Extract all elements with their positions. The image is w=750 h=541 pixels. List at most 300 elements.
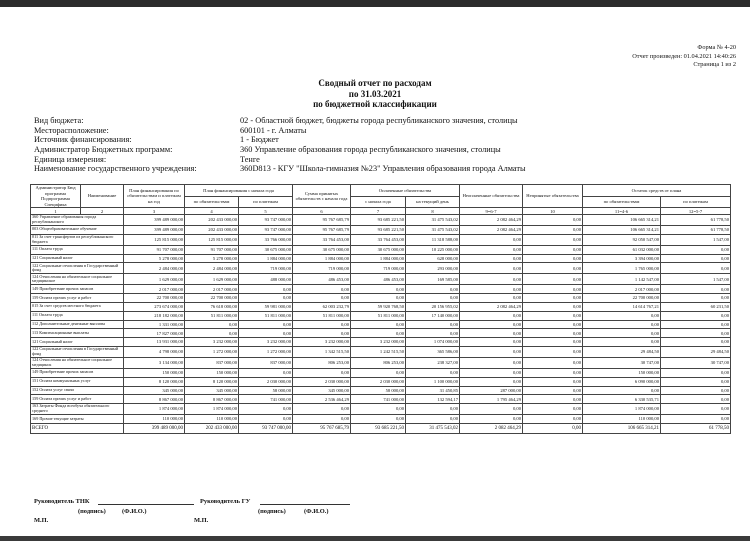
row-name: Социальные отчисления в Государственный фонд <box>32 262 119 273</box>
scan-top-edge <box>0 0 750 7</box>
cell-c5: 30 675 000,00 <box>239 245 293 254</box>
cell-c5: 33 766 000,00 <box>239 234 293 245</box>
cell-c11: 3 394 000,00 <box>583 254 661 263</box>
row-name: Отчисления на обязательное социальное медицинск <box>32 357 112 367</box>
cell-c9: 0,00 <box>460 415 523 424</box>
row-code: 169 <box>32 415 39 421</box>
cell-c9: 0,00 <box>460 245 523 254</box>
cell-c7: 741 000,00 <box>351 395 406 404</box>
cell-c12: 0,00 <box>661 254 731 263</box>
row-label <box>31 346 124 357</box>
row-name: Социальные отчисления в Государственный фонд <box>32 346 119 356</box>
table-row <box>31 368 731 377</box>
table-row <box>31 245 731 254</box>
row-name: Оплата прочих услуг и работ <box>39 294 92 300</box>
cell-c8: 31 475 543,02 <box>406 215 460 226</box>
scan-bottom-edge <box>0 536 750 541</box>
row-name: Дополнительные денежные выплаты <box>39 321 106 327</box>
cell-c5: 58 000,00 <box>239 386 293 395</box>
cell-c11: 61 032 000,00 <box>583 245 661 254</box>
cell-c5: 0,00 <box>239 368 293 377</box>
cell-c9: 0,00 <box>460 254 523 263</box>
cell-c7: 0,00 <box>351 329 406 338</box>
cell-c8: 20 156 955,02 <box>406 302 460 311</box>
head-tnk-label: Руководитель ТНК <box>34 498 90 505</box>
cell-c8: 628 000,00 <box>406 254 460 263</box>
cell-c10: 0,00 <box>523 274 583 285</box>
cell-c7: 0,00 <box>351 415 406 424</box>
table-row <box>31 274 731 285</box>
cell-c10: 0,00 <box>523 225 583 234</box>
col-paid-today: на текущий день <box>406 196 460 208</box>
cell-c4: 1 629 000,00 <box>185 274 239 285</box>
cell-c7: 51 811 000,00 <box>351 311 406 320</box>
cell-c4: 125 815 000,00 <box>185 234 239 245</box>
col-plan-oblig: по обязательствам <box>185 196 239 208</box>
row-code: 122 <box>32 262 39 268</box>
tnk-sign-caption: (подпись) <box>78 508 106 515</box>
table-row <box>31 377 731 386</box>
cell-c10: 0,00 <box>523 263 583 274</box>
gu-fio-caption: (Ф.И.О.) <box>304 508 329 515</box>
cell-c10: 0,00 <box>523 346 583 357</box>
row-code: 121 <box>32 255 39 261</box>
cell-c3: 1 874 000,00 <box>124 404 185 415</box>
cell-c8: 169 585,00 <box>406 274 460 285</box>
cell-c7: 0,00 <box>351 368 406 377</box>
cell-c9: 0,00 <box>460 377 523 386</box>
meta-value: 600101 - г. Алматы <box>240 125 307 135</box>
row-label <box>31 274 124 285</box>
cell-c12: 1 547,00 <box>661 274 731 285</box>
cell-c12: 0,00 <box>661 329 731 338</box>
cell-c9: 0,00 <box>460 274 523 285</box>
cell-c4: 0,00 <box>185 329 239 338</box>
cell-c6: 1 884 000,00 <box>293 254 351 263</box>
cell-c9: 0,00 <box>460 294 523 303</box>
cell-c6: 0,00 <box>293 415 351 424</box>
cell-c3: 1 331 000,00 <box>124 320 185 329</box>
cell-c11: 2 017 000,00 <box>583 285 661 294</box>
cell-c11: 106 665 314,21 <box>583 215 661 226</box>
meta-label: Единица измерения: <box>34 154 107 164</box>
cell-c12: 0,00 <box>661 386 731 395</box>
cell-c9: 0,00 <box>460 263 523 274</box>
row-label <box>31 285 124 294</box>
cell-c5: 93 747 000,00 <box>239 225 293 234</box>
cell-c6: 2 030 000,00 <box>293 377 351 386</box>
cell-c6: 2 536 464,29 <box>293 395 351 404</box>
cell-c4: 91 707 000,00 <box>185 245 239 254</box>
row-label <box>31 404 124 415</box>
row-code: 112 <box>32 321 39 327</box>
cell-c10: 0,00 <box>523 404 583 415</box>
cell-c7: 3 232 000,00 <box>351 338 406 347</box>
cell-c7: 30 675 000,00 <box>351 245 406 254</box>
cell-c9: 2 082 464,29 <box>460 302 523 311</box>
cell-c8: 1 100 000,00 <box>406 377 460 386</box>
cell-c7: 93 685 221,50 <box>351 225 406 234</box>
column-index-cell: 11=4-6 <box>583 208 661 215</box>
cell-c3: 91 707 000,00 <box>124 245 185 254</box>
total-c11: 106 665 314,21 <box>583 423 661 433</box>
cell-c8: 0,00 <box>406 329 460 338</box>
row-name: Оплата услуг связи <box>39 387 74 393</box>
cell-c7: 0,00 <box>351 320 406 329</box>
row-label <box>31 302 124 311</box>
cell-c3: 218 182 000,00 <box>124 311 185 320</box>
cell-c6: 0,00 <box>293 320 351 329</box>
title-line-1: Сводный отчет по расходам <box>318 78 432 88</box>
cell-c10: 0,00 <box>523 302 583 311</box>
meta-value: Тенге <box>240 154 260 164</box>
row-name: Компенсационные выплаты <box>39 329 89 335</box>
col-plan: План финансирования по обязательствам и платежам на год <box>124 185 185 208</box>
cell-c7: 1 242 515,50 <box>351 346 406 357</box>
cell-c12: 61 778,50 <box>661 215 731 226</box>
table-row <box>31 234 731 245</box>
cell-c11: 1 765 000,00 <box>583 263 661 274</box>
column-index-cell: 5 <box>239 208 293 215</box>
cell-c7: 1 884 000,00 <box>351 254 406 263</box>
cell-c10: 0,00 <box>523 395 583 404</box>
cell-c12: 0,00 <box>661 415 731 424</box>
cell-c9: 0,00 <box>460 320 523 329</box>
cell-c10: 0,00 <box>523 234 583 245</box>
column-index-cell: 12=5-7 <box>661 208 731 215</box>
cell-c5: 0,00 <box>239 320 293 329</box>
cell-c5: 0,00 <box>239 285 293 294</box>
cell-c12: 0,00 <box>661 285 731 294</box>
cell-c5: 488 000,00 <box>239 274 293 285</box>
cell-c4: 202 433 000,00 <box>185 215 239 226</box>
cell-c5: 2 030 000,00 <box>239 377 293 386</box>
cell-c6: 30 675 000,00 <box>293 245 351 254</box>
table-row <box>31 294 731 303</box>
cell-c10: 0,00 <box>523 254 583 263</box>
cell-c12: 61 778,50 <box>661 225 731 234</box>
col-plan-group: План финансирования с начала года <box>185 185 293 197</box>
head-tnk-line <box>98 497 194 505</box>
cell-c6: 345 000,00 <box>293 386 351 395</box>
cell-c12: 0,00 <box>661 263 731 274</box>
cell-c8: 0,00 <box>406 285 460 294</box>
table-row <box>31 263 731 274</box>
cell-c4: 2 017 000,00 <box>185 285 239 294</box>
cell-c10: 0,00 <box>523 338 583 347</box>
cell-c11: 110 000,00 <box>583 415 661 424</box>
meta-label: Источник финансирования: <box>34 135 132 145</box>
form-number: Форма № 4-20 <box>697 44 736 51</box>
cell-c3: 273 674 000,00 <box>124 302 185 311</box>
row-code: 149 <box>32 285 39 291</box>
cell-c11: 0,00 <box>583 311 661 320</box>
cell-c5: 0,00 <box>239 294 293 303</box>
row-name: Затраты Фонда всеобуча обязательного среднего <box>32 403 110 414</box>
head-gu-line <box>260 497 350 505</box>
col-plan-pay: по платежам <box>239 196 293 208</box>
cell-c7: 33 764 453,00 <box>351 234 406 245</box>
cell-c10: 0,00 <box>523 415 583 424</box>
row-name: За счет трансфертов из республиканского бюджета <box>32 234 114 244</box>
cell-c4: 8 120 000,00 <box>185 377 239 386</box>
head-gu-label: Руководитель ГУ <box>200 498 251 505</box>
row-name: Приобретение прочих запасов <box>39 285 94 291</box>
cell-c12: 0,00 <box>661 395 731 404</box>
table-row <box>31 329 731 338</box>
cell-c3: 399 489 000,00 <box>124 215 185 226</box>
cell-c6: 3 232 000,00 <box>293 338 351 347</box>
cell-c9: 0,00 <box>460 338 523 347</box>
table-row <box>31 346 731 357</box>
cell-c12: 0,00 <box>661 338 731 347</box>
cell-c11: 0,00 <box>583 329 661 338</box>
cell-c8: 0,00 <box>406 294 460 303</box>
cell-c8: 238 327,00 <box>406 357 460 368</box>
cell-c9: 2 082 464,29 <box>460 225 523 234</box>
cell-c10: 0,00 <box>523 329 583 338</box>
cell-c11: 29 484,50 <box>583 346 661 357</box>
table-row <box>31 302 731 311</box>
table-row <box>31 311 731 320</box>
cell-c10: 0,00 <box>523 285 583 294</box>
cell-c5: 51 811 000,00 <box>239 311 293 320</box>
column-index-cell: 2 <box>81 208 124 215</box>
cell-c6: 0,00 <box>293 368 351 377</box>
total-row <box>31 423 731 433</box>
column-index-cell: 8 <box>406 208 460 215</box>
row-code: 149 <box>32 369 39 375</box>
total-c4: 202 433 000,00 <box>185 423 239 433</box>
meta-label: Вид бюджета: <box>34 116 84 125</box>
cell-c4: 22 700 000,00 <box>185 294 239 303</box>
cell-c4: 110 000,00 <box>185 415 239 424</box>
cell-c11: 150 000,00 <box>583 368 661 377</box>
cell-c7: 486 453,00 <box>351 274 406 285</box>
cell-c4: 2 484 000,00 <box>185 263 239 274</box>
cell-c11: 0,00 <box>583 320 661 329</box>
cell-c3: 399 489 000,00 <box>124 225 185 234</box>
row-code: 122 <box>32 346 39 352</box>
title-line-3: по бюджетной классификации <box>313 99 437 109</box>
col-rest-pay: по платежам <box>661 196 731 208</box>
row-label <box>31 395 124 404</box>
row-label <box>31 215 124 226</box>
cell-c9: 287 000,00 <box>460 386 523 395</box>
table-row <box>31 395 731 404</box>
cell-c3: 3 134 000,00 <box>124 357 185 368</box>
row-label <box>31 357 124 368</box>
meta-value: 360 Управление образования города республиканского значения, столицы <box>240 145 501 155</box>
total-c12: 61 778,50 <box>661 423 731 433</box>
cell-c6: 0,00 <box>293 329 351 338</box>
total-label: ВСЕГО <box>31 423 124 433</box>
col-rest-group: Остаток средств от плана <box>583 185 731 197</box>
cell-c8: 365 586,00 <box>406 346 460 357</box>
cell-c8: 10 225 000,00 <box>406 245 460 254</box>
cell-c5: 3 232 000,00 <box>239 338 293 347</box>
column-index-cell: 9=6-7 <box>460 208 523 215</box>
cell-c11: 92 050 547,00 <box>583 234 661 245</box>
row-code: 124 <box>32 273 39 279</box>
row-label <box>31 311 124 320</box>
cell-c4: 51 811 000,00 <box>185 311 239 320</box>
cell-c3: 17 827 000,00 <box>124 329 185 338</box>
cell-c8: 293 000,00 <box>406 263 460 274</box>
cell-c10: 0,00 <box>523 311 583 320</box>
row-label <box>31 254 124 263</box>
cell-c9: 0,00 <box>460 368 523 377</box>
meta-label: Месторасположение: <box>34 125 109 135</box>
meta-value: 02 - Областной бюджет, бюджеты города республиканского значения, столицы <box>240 116 518 125</box>
cell-c10: 0,00 <box>523 386 583 395</box>
cell-c11: 30 747,00 <box>583 357 661 368</box>
cell-c9: 0,00 <box>460 329 523 338</box>
cell-c6: 95 767 685,79 <box>293 225 351 234</box>
page-counter: Страница 1 из 2 <box>693 61 736 69</box>
table-body <box>31 215 731 434</box>
table-row <box>31 357 731 368</box>
cell-c11: 1 142 547,00 <box>583 274 661 285</box>
row-code: 015 <box>32 303 39 309</box>
column-index-row <box>31 208 731 215</box>
cell-c5: 837 000,00 <box>239 357 293 368</box>
cell-c7: 93 685 221,50 <box>351 215 406 226</box>
cell-c11: 6 330 535,71 <box>583 395 661 404</box>
row-name: Оплата труда <box>39 312 63 318</box>
col-unaccepted: Непринятые обязательства <box>523 185 583 208</box>
report-title <box>0 78 750 110</box>
cell-c12: 0,00 <box>661 404 731 415</box>
row-code: 159 <box>32 294 39 300</box>
cell-c8: 31 450,85 <box>406 386 460 395</box>
row-label <box>31 245 124 254</box>
row-label <box>31 377 124 386</box>
total-c10: 0,00 <box>523 423 583 433</box>
row-code: 124 <box>32 357 39 363</box>
row-label <box>31 294 124 303</box>
cell-c10: 0,00 <box>523 377 583 386</box>
cell-c11: 0,00 <box>583 338 661 347</box>
cell-c12: 29 484,50 <box>661 346 731 357</box>
row-name: Общеобразовательное обучение <box>39 226 97 232</box>
column-index-cell: 7 <box>351 208 406 215</box>
row-name: Социальный налог <box>39 255 73 261</box>
cell-c8: 0,00 <box>406 404 460 415</box>
printed-timestamp: Отчет произведен: 01.04.2021 14:40:26 <box>632 52 736 60</box>
cell-c8: 0,00 <box>406 368 460 377</box>
cell-c7: 806 253,00 <box>351 357 406 368</box>
row-name: Социальный налог <box>39 338 73 344</box>
cell-c6: 0,00 <box>293 294 351 303</box>
cell-c9: 0,00 <box>460 404 523 415</box>
row-code: 003 <box>32 226 39 232</box>
cell-c11: 22 700 000,00 <box>583 294 661 303</box>
cell-c6: 51 811 000,00 <box>293 311 351 320</box>
column-index-cell: 10 <box>523 208 583 215</box>
row-label <box>31 263 124 274</box>
table-row <box>31 320 731 329</box>
cell-c6: 719 000,00 <box>293 263 351 274</box>
cell-c9: 0,00 <box>460 311 523 320</box>
cell-c6: 806 253,00 <box>293 357 351 368</box>
cell-c12: 60 231,50 <box>661 302 731 311</box>
cell-c8: 0,00 <box>406 320 460 329</box>
cell-c12: 0,00 <box>661 294 731 303</box>
row-label <box>31 320 124 329</box>
cell-c5: 93 747 000,00 <box>239 215 293 226</box>
column-index-cell: 4 <box>185 208 239 215</box>
cell-c3: 2 484 000,00 <box>124 263 185 274</box>
cell-c11: 6 090 000,00 <box>583 377 661 386</box>
row-name: Приобретение прочих запасов <box>39 369 94 375</box>
row-label <box>31 415 124 424</box>
meta-label: Администратор Бюджетных программ: <box>34 145 173 155</box>
title-line-2: по 31.03.2021 <box>348 88 402 99</box>
row-name: За счет средств местного бюджета <box>39 303 101 309</box>
meta-label: Наименование государственного учреждения: <box>34 164 197 174</box>
cell-c4: 5 278 000,00 <box>185 254 239 263</box>
col-unpaid: Неоплаченные обязательства <box>460 185 523 208</box>
cell-c12: 0,00 <box>661 320 731 329</box>
stamp-place-gu: М.П. <box>194 517 209 524</box>
cell-c6: 33 764 453,00 <box>293 234 351 245</box>
cell-c4: 3 232 000,00 <box>185 338 239 347</box>
col-accepted: Сумма принятых обязательств с начала года <box>293 185 351 208</box>
column-index-cell: 1 <box>31 208 81 215</box>
cell-c9: 0,00 <box>460 346 523 357</box>
table-row <box>31 338 731 347</box>
stamp-place-tnk: М.П. <box>34 517 49 524</box>
row-label <box>31 368 124 377</box>
cell-c7: 719 000,00 <box>351 263 406 274</box>
cell-c10: 0,00 <box>523 215 583 226</box>
meta-value: 360D813 - КГУ "Школа-гимназия №23" Управления образования города Алматы <box>240 164 526 174</box>
cell-c7: 58 000,00 <box>351 386 406 395</box>
cell-c3: 110 000,00 <box>124 415 185 424</box>
cell-c7: 0,00 <box>351 285 406 294</box>
col-name: Наименование <box>81 185 124 208</box>
cell-c5: 1 884 000,00 <box>239 254 293 263</box>
table-row <box>31 386 731 395</box>
cell-c10: 0,00 <box>523 245 583 254</box>
cell-c6: 1 342 515,50 <box>293 346 351 357</box>
cell-c11: 1 874 000,00 <box>583 404 661 415</box>
cell-c3: 22 700 000,00 <box>124 294 185 303</box>
cell-c5: 0,00 <box>239 415 293 424</box>
cell-c8: 132 594,17 <box>406 395 460 404</box>
row-name: Прочие текущие затраты <box>39 415 84 421</box>
cell-c7: 0,00 <box>351 404 406 415</box>
row-code: 360 <box>32 214 39 220</box>
cell-c4: 1 272 000,00 <box>185 346 239 357</box>
cell-c12: 0,00 <box>661 368 731 377</box>
cell-c4: 202 433 000,00 <box>185 225 239 234</box>
cell-c3: 4 798 000,00 <box>124 346 185 357</box>
table-row <box>31 215 731 226</box>
cell-c6: 486 453,00 <box>293 274 351 285</box>
cell-c8: 31 475 543,02 <box>406 225 460 234</box>
col-paid-start: с начала года <box>351 196 406 208</box>
cell-c6: 0,00 <box>293 404 351 415</box>
row-code: 111 <box>32 312 38 318</box>
cell-c5: 59 981 000,00 <box>239 302 293 311</box>
row-label <box>31 338 124 347</box>
cell-c8: 11 318 588,00 <box>406 234 460 245</box>
cell-c5: 0,00 <box>239 329 293 338</box>
cell-c6: 62 003 232,79 <box>293 302 351 311</box>
cell-c10: 0,00 <box>523 320 583 329</box>
